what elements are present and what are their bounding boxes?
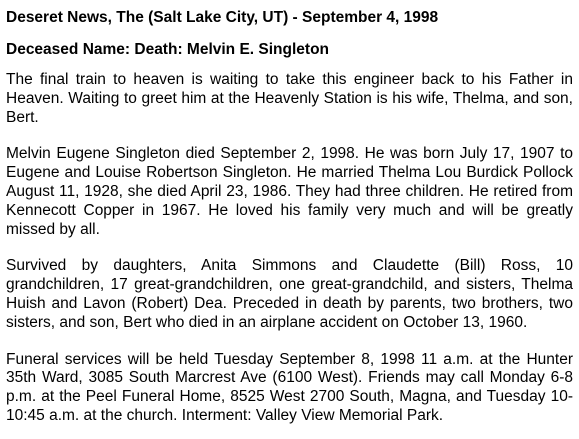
deceased-name-heading: Deceased Name: Death: Melvin E. Singleton	[6, 41, 330, 58]
services-paragraph: Funeral services will be held Tuesday September 8, 1998 11 a.m. at the Hunter 35th Ward, 3085 South Marcrest Ave (6100 West). Friends may call Monday 6-8 p.m. at the Peel Funeral Home, 8525 West 2700 South, Magna, and Tuesday 10-10:45 a.m. at the church. Interment: Valley View Memorial Park.	[6, 350, 573, 424]
intro-paragraph: The final train to heaven is waiting to take this engineer back to his Father in Heaven. Waiting to greet him at the Heavenly Station is his wife, Thelma, and son, Bert.	[6, 71, 573, 126]
survivors-paragraph: Survived by daughters, Anita Simmons and Claudette (Bill) Ross, 10 grandchildren, 17 great-grandchildren, one great-grandchild, and sisters, Thelma Huish and Lavon (Robert) Dea. Preceded in death by parents, two brothers, two sisters, and son, Bert who died in an airplane accident on October 13, 1960.	[6, 257, 573, 331]
newspaper-source-heading: Deseret News, The (Salt Lake City, UT) - September 4, 1998	[6, 9, 439, 26]
biography-paragraph: Melvin Eugene Singleton died September 2, 1998. He was born July 17, 1907 to Eugene and Louise Robertson Singleton. He married Thelma Lou Burdick Pollock August 11, 1928, she died April 23, 1986. They had three children. He retired from Kennecott Copper in 1967. He loved his family very much and will be greatly missed by all.	[6, 145, 573, 238]
